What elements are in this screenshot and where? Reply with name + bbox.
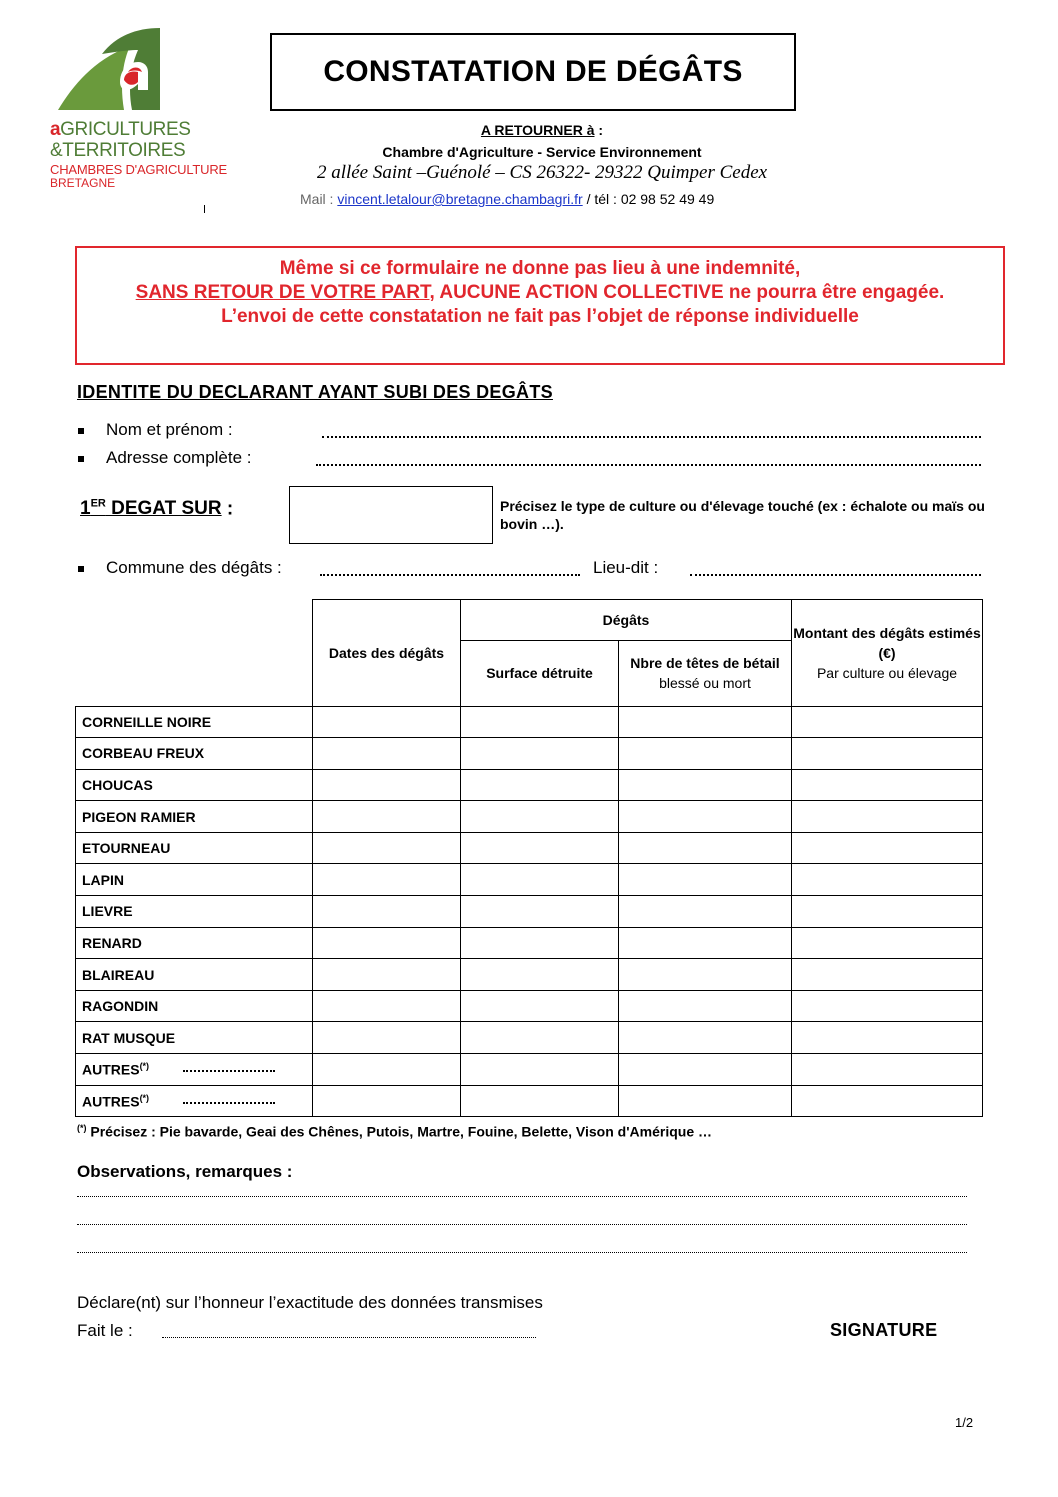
cell-tetes[interactable] — [619, 1022, 792, 1054]
cell-surface[interactable] — [461, 959, 619, 991]
address-label: Adresse complète : — [106, 448, 252, 467]
declaration-text: Déclare(nt) sur l’honneur l’exactitude des données transmises — [77, 1293, 543, 1312]
col-header-surface: Surface détruite — [461, 641, 619, 706]
page-title: CONSTATATION DE DÉGÂTS — [323, 55, 743, 88]
table-row — [76, 1054, 983, 1086]
table-row — [76, 706, 983, 738]
table-body — [76, 706, 983, 1117]
montant-title: Montant des dégâts estimés (€) — [793, 624, 981, 661]
damage-table — [75, 599, 983, 1117]
signature-label: SIGNATURE — [830, 1320, 938, 1340]
montant-subtitle: Par culture ou élevage — [816, 664, 958, 681]
autres-label: AUTRES — [82, 1061, 140, 1078]
autres-input[interactable] — [183, 1070, 275, 1072]
logo-ampersand: & — [50, 140, 63, 161]
phone-number: / tél : 02 98 52 49 49 — [586, 191, 715, 207]
col-header-degats: Dégâts — [461, 600, 792, 641]
address-row — [75, 448, 252, 468]
logo-wordmark — [50, 120, 227, 189]
lieudit-label: Lieu-dit : — [593, 558, 659, 577]
row-label: RENARD — [76, 927, 313, 959]
autres-sup: (*) — [139, 1061, 150, 1071]
first-damage-input[interactable] — [289, 486, 493, 544]
bullet-icon — [78, 456, 84, 462]
cell-montant[interactable] — [792, 896, 983, 928]
cell-montant[interactable] — [792, 706, 983, 738]
first-damage-hint: Précisez le type de culture ou d'élevage touché (ex : échalote ou maïs ou bovin …). — [500, 498, 985, 532]
notice-line-2-rest: , AUCUNE ACTION COLLECTIVE ne pourra être engagée. — [429, 282, 945, 303]
observations-line-2[interactable] — [77, 1224, 967, 1225]
first-damage-sup: ER — [90, 498, 106, 510]
cell-tetes[interactable] — [619, 896, 792, 928]
title-box — [270, 33, 796, 111]
divider-tick — [204, 205, 205, 213]
row-label: BLAIREAU — [76, 959, 313, 991]
autres-input[interactable] — [183, 1102, 275, 1104]
cell-montant[interactable] — [792, 801, 983, 833]
cell-tetes[interactable] — [619, 706, 792, 738]
first-damage-label — [80, 498, 233, 520]
bullet-icon — [78, 428, 84, 434]
autres-sup: (*) — [139, 1092, 150, 1103]
cell-dates[interactable] — [313, 927, 461, 959]
table-row — [76, 959, 983, 991]
cell-dates[interactable] — [313, 990, 461, 1022]
observations-line-3[interactable] — [77, 1252, 967, 1253]
cell-montant[interactable] — [792, 959, 983, 991]
mail-label: Mail : — [300, 191, 334, 207]
table-row — [76, 990, 983, 1022]
col-header-dates: Dates des dégâts — [313, 600, 461, 707]
table-row — [76, 927, 983, 959]
cell-montant[interactable] — [792, 832, 983, 864]
identity-section-title: IDENTITE DU DECLARANT AYANT SUBI DES DEGÂTS — [77, 382, 553, 402]
observations-line-1[interactable] — [77, 1196, 967, 1197]
cell-dates[interactable] — [313, 769, 461, 801]
cell-tetes[interactable] — [619, 1054, 792, 1086]
row-label: CORBEAU FREUX — [76, 738, 313, 770]
cell-montant[interactable] — [792, 1054, 983, 1086]
row-label: PIGEON RAMIER — [76, 801, 313, 833]
name-label: Nom et prénom : — [106, 420, 233, 439]
logo-letter-a: a — [50, 119, 61, 140]
cell-montant[interactable] — [792, 769, 983, 801]
observations-title: Observations, remarques : — [77, 1162, 293, 1181]
cell-surface[interactable] — [461, 896, 619, 928]
tetes-subtitle: blessé ou mort — [659, 675, 751, 692]
cell-montant[interactable] — [792, 1022, 983, 1054]
cell-surface[interactable] — [461, 1022, 619, 1054]
cell-surface[interactable] — [461, 832, 619, 864]
cell-tetes[interactable] — [619, 738, 792, 770]
chamber-service: Chambre d'Agriculture - Service Environnement — [382, 144, 702, 160]
address-field[interactable] — [316, 464, 981, 466]
footnote — [77, 1123, 712, 1140]
cell-surface[interactable] — [461, 738, 619, 770]
lieudit-field[interactable] — [690, 574, 981, 576]
row-label: CHOUCAS — [76, 769, 313, 801]
row-label: RAT MUSQUE — [76, 1022, 313, 1054]
cell-dates[interactable] — [313, 1022, 461, 1054]
cell-surface[interactable] — [461, 769, 619, 801]
table-row — [76, 1022, 983, 1054]
footnote-text: Précisez : Pie bavarde, Geai des Chênes, Putois, Martre, Fouine, Belette, Vison d'Amérique … — [86, 1123, 712, 1140]
logo-bretagne: BRETAGNE — [50, 176, 116, 190]
first-damage-text: DEGAT SUR — [105, 498, 222, 520]
table-row — [76, 738, 983, 770]
col-header-montant — [792, 600, 983, 707]
return-label: A RETOURNER à — [480, 122, 595, 138]
name-field[interactable] — [322, 436, 981, 438]
table-row — [76, 896, 983, 928]
name-row — [75, 420, 233, 440]
fait-le-label: Fait le : — [77, 1321, 133, 1340]
cell-dates[interactable] — [313, 1085, 461, 1117]
cell-tetes[interactable] — [619, 832, 792, 864]
cell-surface[interactable] — [461, 1085, 619, 1117]
notice-emphasis: SANS RETOUR DE VOTRE PART — [135, 282, 430, 303]
row-label: LAPIN — [76, 864, 313, 896]
email-link[interactable]: vincent.letalour@bretagne.chambagri.fr — [337, 191, 583, 207]
cell-surface[interactable] — [461, 927, 619, 959]
row-label: CORNEILLE NOIRE — [76, 706, 313, 738]
row-label: RAGONDIN — [76, 990, 313, 1022]
cell-tetes[interactable] — [619, 801, 792, 833]
page-number: 1/2 — [955, 1415, 974, 1430]
logo-agricultures: GRICULTURES — [60, 119, 191, 140]
cell-tetes[interactable] — [619, 769, 792, 801]
cell-dates[interactable] — [313, 896, 461, 928]
notice-line-1: Même si ce formulaire ne donne pas lieu à une indemnité, — [279, 258, 801, 279]
notice-line-2 — [77, 281, 1003, 305]
first-damage-colon: : — [221, 498, 234, 520]
tetes-title: Nbre de têtes de bétail — [630, 655, 780, 672]
cell-tetes[interactable] — [619, 927, 792, 959]
footnote-marker: (*) — [77, 1123, 87, 1133]
notice-line-3: L’envoi de cette constatation ne fait pas l’objet de réponse individuelle — [221, 306, 859, 327]
cell-surface[interactable] — [461, 990, 619, 1022]
logo-territoires: TERRITOIRES — [62, 140, 186, 161]
postal-address: 2 allée Saint –Guénolé – CS 26322- 29322 Quimper Cedex — [316, 162, 768, 183]
cell-surface[interactable] — [461, 706, 619, 738]
logo-emblem-icon — [54, 24, 164, 114]
bullet-icon — [78, 566, 84, 572]
cell-tetes[interactable] — [619, 959, 792, 991]
date-field[interactable] — [162, 1337, 536, 1338]
cell-dates[interactable] — [313, 738, 461, 770]
row-label: LIEVRE — [76, 896, 313, 928]
return-colon: : — [594, 122, 604, 138]
logo-chambres: CHAMBRES D'AGRICULTURE — [50, 162, 227, 177]
table-row — [76, 801, 983, 833]
table-row — [76, 864, 983, 896]
cell-dates[interactable] — [313, 801, 461, 833]
col-header-tetes — [619, 641, 792, 706]
cell-montant[interactable] — [792, 738, 983, 770]
row-label-autres — [76, 1085, 313, 1117]
cell-montant[interactable] — [792, 990, 983, 1022]
commune-field[interactable] — [320, 574, 580, 576]
table-corner — [76, 600, 313, 707]
cell-dates[interactable] — [313, 1054, 461, 1086]
table-row — [76, 832, 983, 864]
cell-surface[interactable] — [461, 864, 619, 896]
contact-line — [300, 191, 820, 207]
cell-dates[interactable] — [313, 706, 461, 738]
row-label-autres — [76, 1054, 313, 1086]
logo — [50, 24, 230, 204]
cell-montant[interactable] — [792, 864, 983, 896]
cell-tetes[interactable] — [619, 864, 792, 896]
return-to — [270, 122, 814, 138]
autres-label: AUTRES — [82, 1093, 140, 1110]
cell-tetes[interactable] — [619, 990, 792, 1022]
table-row — [76, 1085, 983, 1117]
cell-surface[interactable] — [461, 801, 619, 833]
table-row — [76, 769, 983, 801]
first-damage-number: 1 — [80, 498, 91, 520]
row-label: ETOURNEAU — [76, 832, 313, 864]
cell-dates[interactable] — [313, 959, 461, 991]
cell-surface[interactable] — [461, 1054, 619, 1086]
cell-montant[interactable] — [792, 1085, 983, 1117]
warning-notice — [75, 246, 1005, 365]
cell-dates[interactable] — [313, 832, 461, 864]
cell-dates[interactable] — [313, 864, 461, 896]
commune-row — [75, 558, 282, 578]
cell-montant[interactable] — [792, 927, 983, 959]
commune-label: Commune des dégâts : — [106, 558, 282, 577]
cell-tetes[interactable] — [619, 1085, 792, 1117]
